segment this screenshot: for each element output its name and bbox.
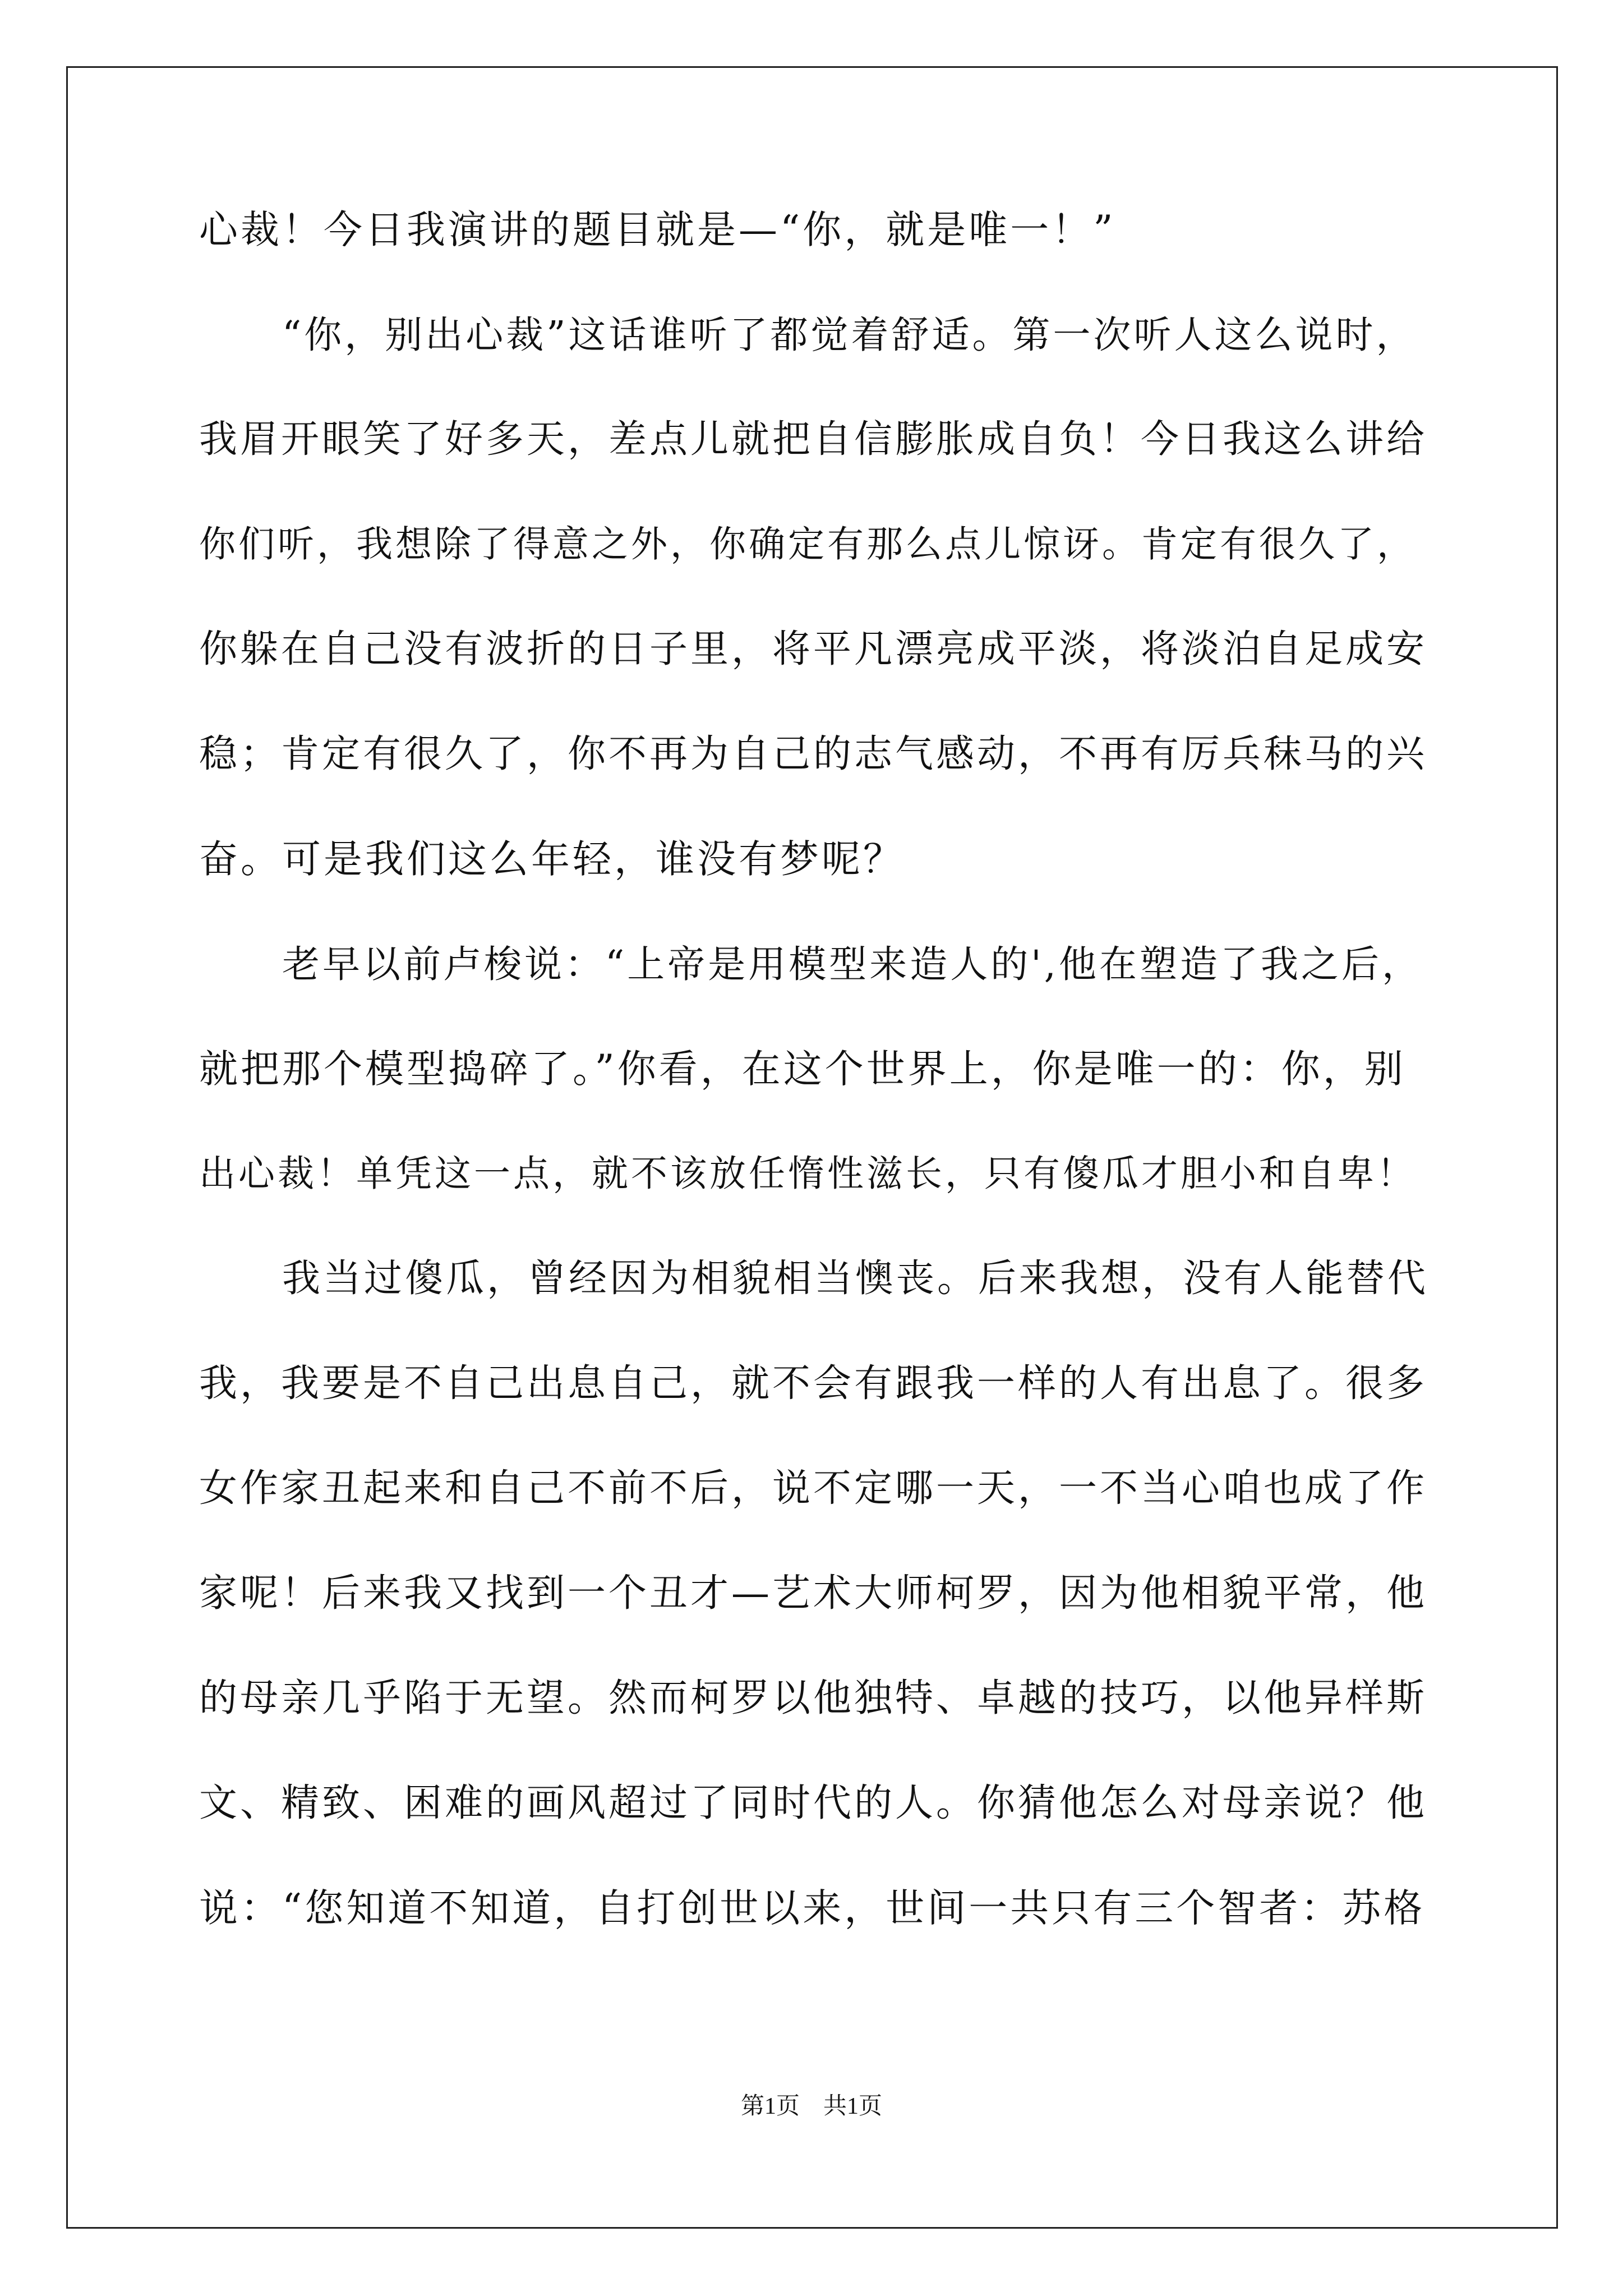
text-line: 奋。可是我们这么年轻，谁没有梦呢？ <box>199 837 905 882</box>
document-body <box>199 202 1430 1985</box>
text-line: 的母亲几乎陷于无望。然而柯罗以他独特、卓越的技巧，以他异样斯 <box>199 1676 1428 1720</box>
text-line: 女作家丑起来和自己不前不后，说不定哪一天，一不当心咱也成了作 <box>199 1466 1428 1511</box>
text-line: 稳；肯定有很久了，你不再为自己的志气感动，不再有厉兵秣马的兴 <box>199 732 1428 776</box>
page-footer: 第1页 共1页 <box>740 2093 882 2119</box>
text-line: 文、精致、困难的画风超过了同时代的人。你猜他怎么对母亲说？他 <box>199 1781 1428 1825</box>
text-line: 我，我要是不自己出息自己，就不会有跟我一样的人有出息了。很多 <box>199 1361 1428 1406</box>
text-line: 出心裁！单凭这一点，就不该放任惰性滋长，只有傻瓜才胆小和自卑！ <box>199 1153 1417 1195</box>
text-line: 老早以前卢梭说：“上帝是用模型来造人的',他在塑造了我之后， <box>282 942 1422 986</box>
text-line: 你们听，我想除了得意之外，你确定有那么点儿惊讶。肯定有很久了， <box>199 523 1417 565</box>
text-line: 家呢！后来我又找到一个丑才—艺术大师柯罗，因为他相貌平常，他 <box>199 1571 1428 1616</box>
text-line: 说：“您知道不知道，自打创世以来，世间一共只有三个智者：苏格 <box>199 1886 1426 1931</box>
text-line: “你，别出心裁”这话谁听了都觉着舒适。第一次听人这么说时， <box>282 313 1417 357</box>
text-line: 我眉开眼笑了好多天，差点儿就把自信膨胀成自负！今日我这么讲给 <box>199 417 1428 462</box>
text-line: 你躲在自己没有波折的日子里，将平凡漂亮成平淡，将淡泊自足成安 <box>199 627 1428 671</box>
text-line: 就把那个模型捣碎了。”你看，在这个世界上，你是唯一的：你，别 <box>199 1047 1406 1092</box>
text-line: 心裁！今日我演讲的题目就是—“你，就是唯一！” <box>199 208 1116 252</box>
text-line: 我当过傻瓜，曾经因为相貌相当懊丧。后来我想，没有人能替代 <box>282 1257 1429 1301</box>
